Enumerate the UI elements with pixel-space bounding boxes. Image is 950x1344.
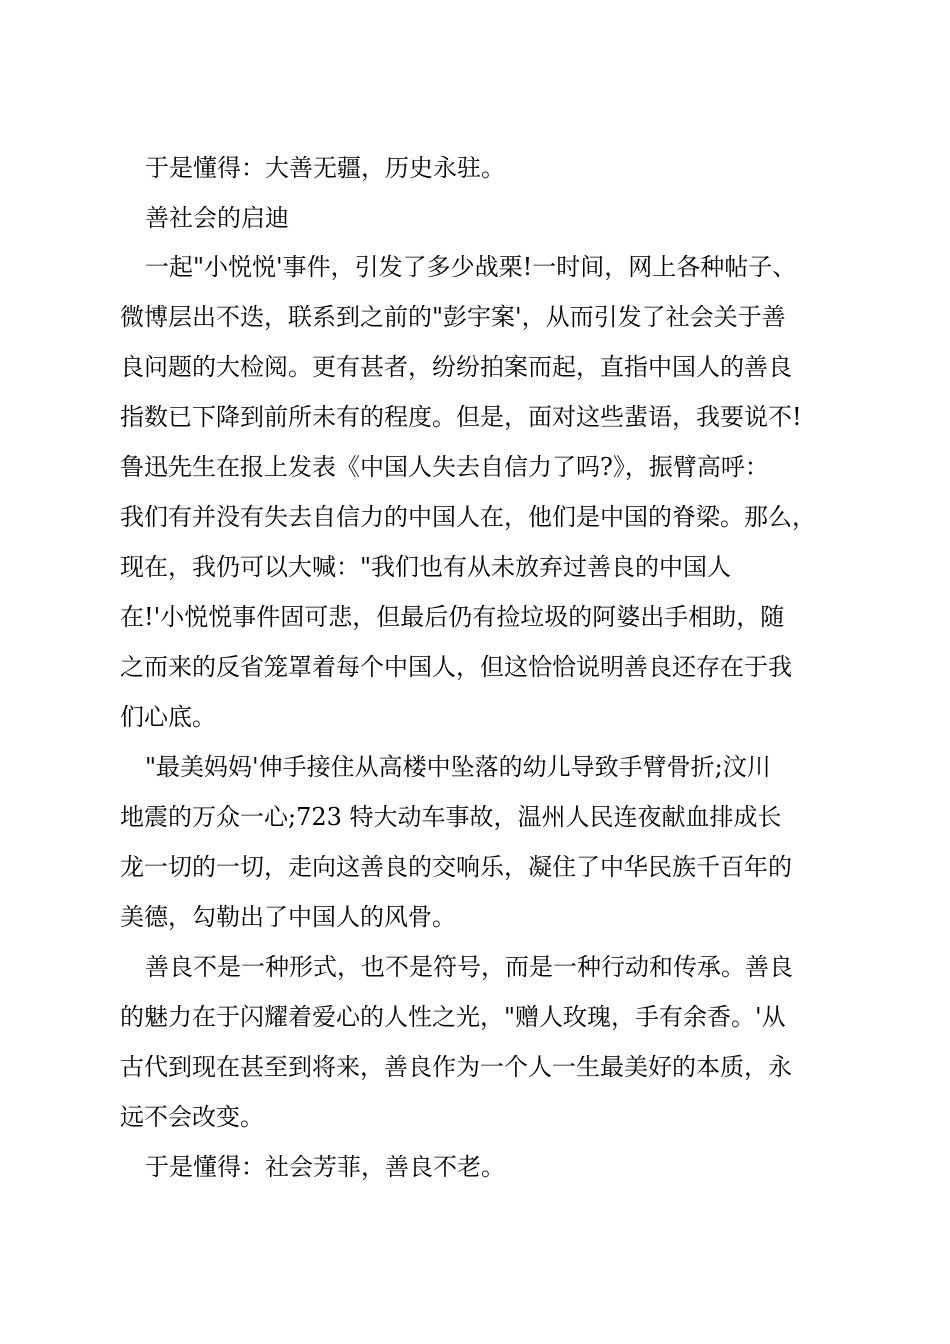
- text-line: 之而来的反省笼罩着每个中国人，但这恰恰说明善良还存在于我: [120, 653, 792, 681]
- text-line: 龙一切的一切，走向这善良的交响乐，凝住了中华民族千百年的: [120, 853, 792, 881]
- text-line: 们心底。: [120, 703, 216, 731]
- text-line: 于是懂得：社会芳菲，善良不老。: [145, 1153, 505, 1181]
- text-line: 地震的万众一心;723 特大动车事故，温州人民连夜献血排成长: [120, 803, 782, 831]
- text-line: 善社会的启迪: [145, 204, 289, 232]
- text-line: 古代到现在甚至到将来，善良作为一个人一生最美好的本质，永: [120, 1053, 792, 1081]
- text-line: 远不会改变。: [120, 1103, 264, 1131]
- text-line: 一起"小悦悦'事件，引发了多少战栗!一时间，网上各种帖子、: [145, 253, 797, 281]
- text-line: 善良不是一种形式，也不是符号，而是一种行动和传承。善良: [145, 953, 793, 981]
- text-line: 在!'小悦悦事件固可悲，但最后仍有捡垃圾的阿婆出手相助，随: [120, 603, 785, 631]
- text-line: 的魅力在于闪耀着爱心的人性之光，"赠人玫瑰，手有余香。'从: [120, 1003, 786, 1031]
- text-line: 我们有并没有失去自信力的中国人在，他们是中国的脊梁。那么，: [120, 503, 816, 531]
- text-line: "最美妈妈'伸手接住从高楼中坠落的幼儿导致手臂骨折;汶川: [145, 753, 771, 781]
- text-line: 现在，我仍可以大喊："我们也有从未放弃过善良的中国人: [120, 553, 732, 581]
- text-line: 美德，勾勒出了中国人的风骨。: [120, 903, 456, 931]
- text-line: 于是懂得：大善无疆，历史永驻。: [145, 154, 505, 182]
- text-line: 指数已下降到前所未有的程度。但是，面对这些蜚语，我要说不!: [120, 403, 802, 431]
- text-line: 微博层出不迭，联系到之前的"彭宇案'，从而引发了社会关于善: [120, 303, 786, 331]
- text-line: 良问题的大检阅。更有甚者，纷纷拍案而起，直指中国人的善良: [120, 353, 792, 381]
- text-line: 鲁迅先生在报上发表《中国人失去自信力了吗?》，振臂高呼：: [120, 453, 769, 481]
